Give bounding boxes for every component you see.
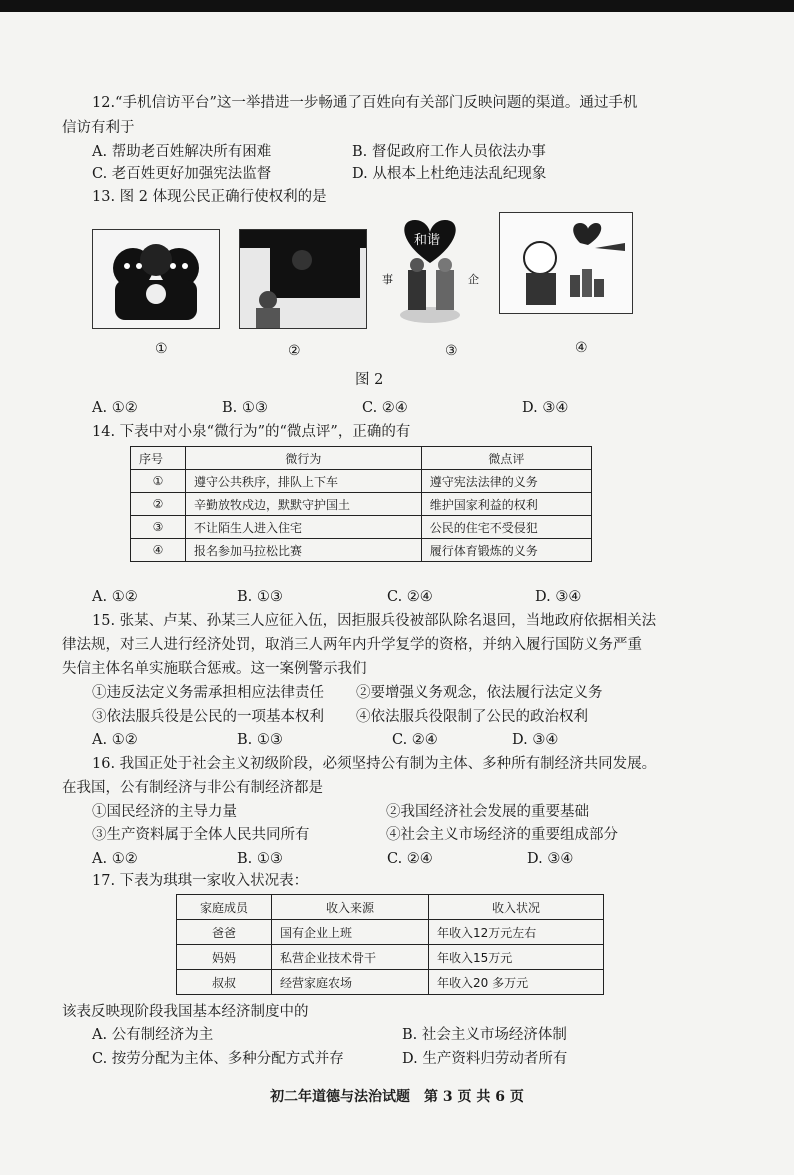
q16-statement-3: ③生产资料属于全体人民共同所有 [92, 827, 310, 843]
table-cell: 维护国家利益的权利 [421, 493, 591, 516]
q14-option-d: D. ③④ [535, 589, 582, 605]
q12-stem-line2: 信访有利于 [62, 120, 135, 136]
q16-option-a: A. ①② [92, 851, 138, 867]
q13-option-b: B. ①③ [222, 400, 268, 416]
scan-top-edge [0, 0, 794, 12]
table-cell: ① [131, 470, 186, 493]
table-cell: 辛勤放牧戍边，默默守护国土 [186, 493, 422, 516]
q15-stem-line1: 15. 张某、卢某、孙某三人应征入伍，因拒服兵役被部队除名退回，当地政府依据相关法 [92, 613, 657, 629]
table-header-cell: 收入状况 [429, 895, 604, 920]
q12-option-c: C. 老百姓更好加强宪法监督 [92, 166, 272, 182]
q15-option-c: C. ②④ [392, 732, 438, 748]
q12-stem-line1: 12.“手机信访平台”这一举措进一步畅通了百姓向有关部门反映问题的渠道。通过手机 [92, 95, 638, 111]
q14-option-a: A. ①② [92, 589, 138, 605]
q12-option-a: A. 帮助老百姓解决所有困难 [92, 144, 272, 160]
q16-option-c: C. ②④ [387, 851, 433, 867]
table-header-cell: 收入来源 [272, 895, 429, 920]
table-row [131, 539, 592, 562]
table-header-row [177, 895, 604, 920]
table-cell: ③ [131, 516, 186, 539]
q12-option-d: D. 从根本上杜绝违法乱纪现象 [352, 166, 547, 182]
q14-table [130, 446, 592, 562]
q17-income-table [176, 894, 604, 995]
table-header-cell: 微行为 [186, 447, 422, 470]
figure-3-harmony-word: 和谐 [414, 233, 441, 248]
table-cell: ② [131, 493, 186, 516]
figure-4-cartoon-image [499, 212, 633, 314]
figure-2-person-image [239, 229, 367, 329]
q13-stem: 13. 图 2 体现公民正确行使权利的是 [92, 189, 327, 205]
q14-option-c: C. ②④ [387, 589, 433, 605]
table-cell: 遵守公共秩序，排队上下车 [186, 470, 422, 493]
table-cell: 年收入12万元左右 [429, 920, 604, 945]
q15-option-b: B. ①③ [237, 732, 283, 748]
table-row [131, 470, 592, 493]
table-cell: 不让陌生人进入住宅 [186, 516, 422, 539]
figure-3-left-word: 事 [382, 273, 393, 286]
table-row [177, 920, 604, 945]
table-row [177, 970, 604, 995]
table-header-cell: 微点评 [421, 447, 591, 470]
table-row [131, 516, 592, 539]
q17-option-b: B. 社会主义市场经济体制 [402, 1027, 567, 1043]
table-cell: 遵守宪法法律的义务 [421, 470, 591, 493]
q15-option-d: D. ③④ [512, 732, 559, 748]
q16-stem-line2: 在我国，公有制经济与非公有制经济都是 [62, 780, 323, 796]
figure-3-right-word: 企 [468, 273, 479, 286]
table-cell: 叔叔 [177, 970, 272, 995]
q16-stem-line1: 16. 我国正处于社会主义初级阶段，必须坚持公有制为主体、多种所有制经济共同发展。 [92, 756, 657, 772]
q17-followup: 该表反映现阶段我国基本经济制度中的 [62, 1004, 309, 1020]
figure-caption: 图 2 [355, 372, 384, 388]
figure-3-harmony-handshake-image [380, 215, 480, 330]
table-cell: 私营企业技术骨干 [272, 945, 429, 970]
q15-option-a: A. ①② [92, 732, 138, 748]
figure-label-3: ③ [445, 343, 458, 359]
table-cell: 国有企业上班 [272, 920, 429, 945]
q13-option-c: C. ②④ [362, 400, 408, 416]
table-header-cell: 序号 [131, 447, 186, 470]
table-cell: ④ [131, 539, 186, 562]
table-header-row [131, 447, 592, 470]
q15-statement-4: ④依法服兵役限制了公民的政治权利 [356, 709, 588, 725]
q17-option-d: D. 生产资料归劳动者所有 [402, 1051, 568, 1067]
figure-label-4: ④ [575, 340, 588, 356]
q17-stem: 17. 下表为琪琪一家收入状况表： [92, 873, 309, 889]
page-footer: 初二年道德与法治试题 第 3 页 共 6 页 [270, 1089, 524, 1105]
q16-statement-1: ①国民经济的主导力量 [92, 804, 237, 820]
table-cell: 履行体育锻炼的义务 [421, 539, 591, 562]
table-header-cell: 家庭成员 [177, 895, 272, 920]
q16-option-d: D. ③④ [527, 851, 574, 867]
q13-option-a: A. ①② [92, 400, 138, 416]
table-row [177, 945, 604, 970]
figure-label-1: ① [155, 341, 168, 357]
q16-option-b: B. ①③ [237, 851, 283, 867]
table-cell: 爸爸 [177, 920, 272, 945]
q12-option-b: B. 督促政府工作人员依法办事 [352, 144, 546, 160]
table-cell: 年收入20 多万元 [429, 970, 604, 995]
q17-option-a: A. 公有制经济为主 [92, 1027, 214, 1043]
q15-stem-line3: 失信主体名单实施联合惩戒。这一案例警示我们 [62, 661, 367, 677]
table-cell: 报名参加马拉松比赛 [186, 539, 422, 562]
q15-statement-1: ①违反法定义务需承担相应法律责任 [92, 685, 324, 701]
q16-statement-4: ④社会主义市场经济的重要组成部分 [386, 827, 618, 843]
table-cell: 公民的住宅不受侵犯 [421, 516, 591, 539]
q15-statement-3: ③依法服兵役是公民的一项基本权利 [92, 709, 324, 725]
table-cell: 年收入15万元 [429, 945, 604, 970]
figure-1-bears-image [92, 229, 220, 329]
table-cell: 妈妈 [177, 945, 272, 970]
q16-statement-2: ②我国经济社会发展的重要基础 [386, 804, 589, 820]
table-row [131, 493, 592, 516]
q15-stem-line2: 律法规，对三人进行经济处罚，取消三人两年内升学复学的资格，并纳入履行国防义务严重 [62, 637, 642, 653]
q14-option-b: B. ①③ [237, 589, 283, 605]
table-cell: 经营家庭农场 [272, 970, 429, 995]
q15-statement-2: ②要增强义务观念，依法履行法定义务 [356, 685, 603, 701]
q17-option-c: C. 按劳分配为主体、多种分配方式并存 [92, 1051, 344, 1067]
q14-stem: 14. 下表中对小泉“微行为”的“微点评”，正确的有 [92, 424, 411, 440]
figure-label-2: ② [288, 343, 301, 359]
q13-option-d: D. ③④ [522, 400, 569, 416]
